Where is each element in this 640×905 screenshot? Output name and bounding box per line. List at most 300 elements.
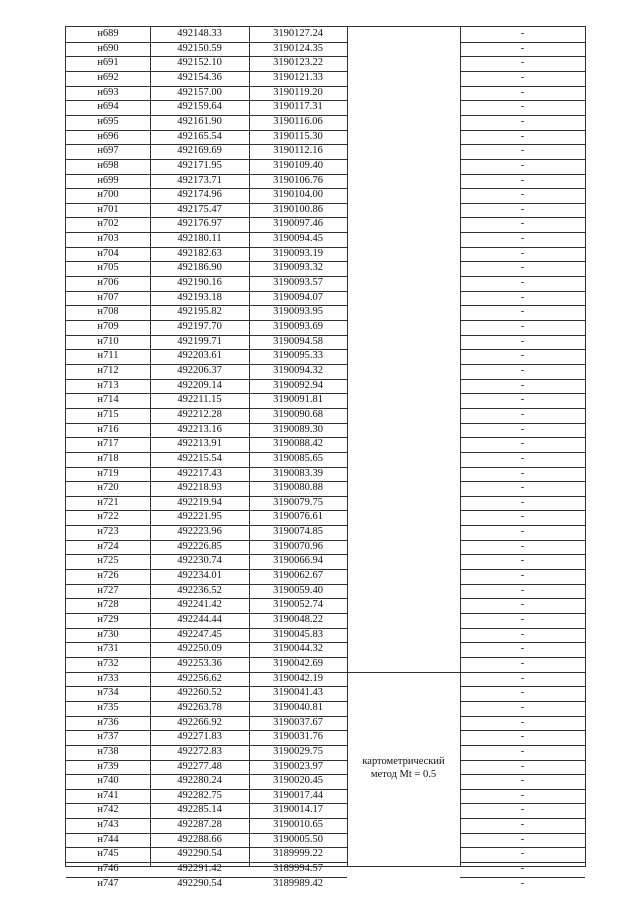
- point-id-cell: н744: [97, 833, 119, 845]
- point-id-cell: н725: [97, 555, 119, 567]
- method-cell: [347, 818, 460, 833]
- x-coordinate-cell: 492287.28: [177, 819, 222, 831]
- y-coordinate-cell: 3190123.22: [273, 57, 323, 69]
- point-id-cell: н690: [97, 42, 119, 54]
- x-coordinate-cell: 492174.96: [177, 189, 222, 201]
- point-id-cell: н715: [97, 408, 119, 420]
- table-row: [66, 188, 585, 203]
- x-coordinate-cell: 492209.14: [177, 379, 222, 391]
- table-row: [66, 27, 585, 42]
- point-id-cell: н691: [97, 57, 119, 69]
- mark-cell: -: [520, 86, 525, 98]
- mark-cell: -: [520, 833, 525, 845]
- table-row: [66, 437, 585, 452]
- x-coordinate-cell: 492272.83: [177, 745, 222, 757]
- y-coordinate-cell: 3190031.76: [273, 731, 323, 743]
- table-row: [66, 540, 585, 555]
- method-cell: [347, 144, 460, 159]
- point-id-cell: н722: [97, 511, 119, 523]
- mark-cell: -: [520, 555, 525, 567]
- x-coordinate-cell: 492203.61: [177, 350, 222, 362]
- method-cell: [347, 789, 460, 804]
- method-cell: [347, 217, 460, 232]
- mark-cell: -: [520, 101, 525, 113]
- point-id-cell: н716: [97, 423, 119, 435]
- method-cell: [347, 716, 460, 731]
- x-coordinate-cell: 492197.70: [177, 321, 222, 332]
- method-cell: [347, 672, 460, 687]
- table-row: [66, 393, 585, 408]
- y-coordinate-cell: 3190089.30: [273, 423, 323, 435]
- mark-cell: -: [520, 584, 525, 596]
- x-coordinate-cell: 492253.36: [177, 657, 222, 669]
- point-id-cell: н743: [97, 819, 119, 831]
- y-coordinate-cell: 3190094.07: [273, 291, 323, 303]
- mark-cell: -: [520, 657, 525, 669]
- y-coordinate-cell: 3190090.68: [273, 408, 323, 420]
- point-id-cell: н731: [97, 643, 119, 655]
- y-coordinate-cell: 3190088.42: [273, 438, 323, 450]
- x-coordinate-cell: 492282.75: [177, 789, 222, 801]
- table-row: [66, 159, 585, 174]
- x-coordinate-cell: 492241.42: [177, 599, 222, 611]
- y-coordinate-cell: 3190119.20: [273, 86, 323, 98]
- point-id-cell: н699: [97, 174, 119, 186]
- point-id-cell: н711: [97, 350, 119, 362]
- x-coordinate-cell: 492186.90: [177, 262, 222, 274]
- x-coordinate-cell: 492213.16: [177, 423, 222, 435]
- mark-cell: -: [520, 819, 525, 831]
- x-coordinate-cell: 492223.96: [177, 526, 222, 538]
- point-id-cell: н733: [97, 672, 119, 684]
- point-id-cell: н706: [97, 277, 119, 289]
- mark-cell: -: [520, 379, 525, 391]
- coordinates-table: [65, 26, 586, 889]
- mark-cell: -: [520, 775, 525, 787]
- x-coordinate-cell: 492154.36: [177, 71, 222, 83]
- point-id-cell: н700: [97, 189, 119, 201]
- table-row: [66, 320, 585, 335]
- y-coordinate-cell: 3190112.16: [273, 145, 323, 157]
- point-id-cell: н747: [97, 877, 119, 889]
- y-coordinate-cell: 3190042.69: [273, 657, 323, 669]
- point-id-cell: н717: [97, 438, 119, 450]
- method-cell: [347, 42, 460, 57]
- table-row: [66, 144, 585, 159]
- point-id-cell: н701: [97, 203, 119, 215]
- y-coordinate-cell: 3190095.33: [273, 350, 323, 362]
- method-cell: [347, 232, 460, 247]
- point-id-cell: н730: [97, 628, 119, 640]
- mark-cell: -: [520, 863, 525, 875]
- method-cell: [347, 247, 460, 262]
- method-block-divider: [347, 672, 460, 673]
- table-row: [66, 335, 585, 350]
- x-coordinate-cell: 492157.00: [177, 86, 222, 98]
- point-id-cell: н712: [97, 364, 119, 376]
- point-id-cell: н745: [97, 848, 119, 860]
- x-coordinate-cell: 492150.59: [177, 42, 222, 54]
- y-coordinate-cell: 3190100.86: [273, 203, 323, 215]
- mark-cell: -: [520, 731, 525, 743]
- method-cell: [347, 833, 460, 848]
- x-coordinate-cell: 492285.14: [177, 804, 222, 816]
- y-coordinate-cell: 3190040.81: [273, 701, 323, 713]
- y-coordinate-cell: 3190080.88: [273, 482, 323, 494]
- y-coordinate-cell: 3189989.42: [273, 877, 323, 889]
- y-coordinate-cell: 3190048.22: [273, 614, 323, 625]
- method-cell: [347, 100, 460, 115]
- table-row: [66, 818, 585, 833]
- y-coordinate-cell: 3189994.57: [273, 863, 323, 875]
- y-coordinate-cell: 3190070.96: [273, 540, 323, 552]
- y-coordinate-cell: 3190115.30: [273, 130, 323, 142]
- method-cell: [347, 803, 460, 818]
- y-coordinate-cell: 3190044.32: [273, 643, 323, 655]
- mark-cell: -: [520, 672, 525, 684]
- mark-cell: -: [520, 247, 525, 259]
- x-coordinate-cell: 492176.97: [177, 218, 222, 230]
- table-row: [66, 379, 585, 394]
- point-id-cell: н727: [97, 584, 119, 596]
- y-coordinate-cell: 3190037.67: [273, 716, 323, 728]
- point-id-cell: н704: [97, 247, 119, 259]
- point-id-cell: н719: [97, 467, 119, 479]
- y-coordinate-cell: 3190109.40: [273, 159, 323, 171]
- mark-cell: -: [520, 28, 525, 39]
- mark-cell: -: [520, 408, 525, 420]
- point-id-cell: н698: [97, 159, 119, 171]
- mark-cell: -: [520, 511, 525, 523]
- y-coordinate-cell: 3190121.33: [273, 71, 323, 83]
- x-coordinate-cell: 492190.16: [177, 277, 222, 289]
- y-coordinate-cell: 3190116.06: [273, 115, 323, 127]
- point-id-cell: н746: [97, 863, 119, 875]
- table-row: [66, 408, 585, 423]
- method-cell: [347, 335, 460, 350]
- mark-cell: -: [520, 687, 525, 699]
- x-coordinate-cell: 492195.82: [177, 306, 222, 318]
- y-coordinate-cell: 3190093.57: [273, 277, 323, 289]
- y-coordinate-cell: 3190029.75: [273, 745, 323, 757]
- y-coordinate-cell: 3190117.31: [273, 101, 323, 113]
- table-row: [66, 115, 585, 130]
- table-row: [66, 613, 585, 628]
- point-id-cell: н729: [97, 614, 119, 625]
- y-coordinate-cell: 3190083.39: [273, 467, 323, 479]
- mark-cell: -: [520, 540, 525, 552]
- point-id-cell: н707: [97, 291, 119, 303]
- table-row: [66, 657, 585, 672]
- mark-cell: -: [520, 218, 525, 230]
- mark-cell: -: [520, 570, 525, 582]
- mark-cell: -: [520, 115, 525, 127]
- point-id-cell: н724: [97, 540, 119, 552]
- table-row: [66, 364, 585, 379]
- mark-cell: -: [520, 496, 525, 508]
- point-id-cell: н741: [97, 789, 119, 801]
- mark-cell: -: [520, 745, 525, 757]
- method-cell: [347, 877, 460, 892]
- point-id-cell: н689: [97, 28, 119, 39]
- mark-cell: -: [520, 306, 525, 318]
- y-coordinate-cell: 3190094.32: [273, 364, 323, 376]
- mark-cell: -: [520, 350, 525, 362]
- table-row: [66, 877, 585, 892]
- y-coordinate-cell: 3190079.75: [273, 496, 323, 508]
- mark-cell: -: [520, 643, 525, 655]
- x-coordinate-cell: 492230.74: [177, 555, 222, 567]
- point-id-cell: н694: [97, 101, 119, 113]
- method-cell: [347, 481, 460, 496]
- point-id-cell: н696: [97, 130, 119, 142]
- x-coordinate-cell: 492175.47: [177, 203, 222, 215]
- table-row: [66, 525, 585, 540]
- y-coordinate-cell: 3190094.45: [273, 233, 323, 245]
- y-coordinate-cell: 3190093.32: [273, 262, 323, 274]
- table-row: [66, 71, 585, 86]
- table-row: [66, 174, 585, 189]
- table-row: [66, 716, 585, 731]
- table-row: [66, 203, 585, 218]
- y-coordinate-cell: 3190041.43: [273, 687, 323, 699]
- method-note: [347, 755, 460, 781]
- table-row: [66, 42, 585, 57]
- y-coordinate-cell: 3190093.95: [273, 306, 323, 318]
- x-coordinate-cell: 492277.48: [177, 760, 222, 772]
- point-id-cell: н709: [97, 321, 119, 332]
- mark-cell: -: [520, 628, 525, 640]
- x-coordinate-cell: 492193.18: [177, 291, 222, 303]
- x-coordinate-cell: 492148.33: [177, 28, 222, 39]
- x-coordinate-cell: 492290.54: [177, 877, 222, 889]
- method-cell: [347, 657, 460, 672]
- table-row: [66, 760, 585, 775]
- table-row: [66, 642, 585, 657]
- x-coordinate-cell: 492159.64: [177, 101, 222, 113]
- point-id-cell: н723: [97, 526, 119, 538]
- point-id-cell: н736: [97, 716, 119, 728]
- x-coordinate-cell: 492211.15: [177, 394, 222, 406]
- method-cell: [347, 540, 460, 555]
- y-coordinate-cell: 3190052.74: [273, 599, 323, 611]
- point-id-cell: н695: [97, 115, 119, 127]
- method-cell: [347, 467, 460, 482]
- table-row: [66, 349, 585, 364]
- x-coordinate-cell: 492180.11: [177, 233, 222, 245]
- x-coordinate-cell: 492171.95: [177, 159, 222, 171]
- x-coordinate-cell: 492234.01: [177, 570, 222, 582]
- method-note-line1: картометрический: [362, 756, 445, 767]
- method-cell: [347, 305, 460, 320]
- x-coordinate-cell: 492271.83: [177, 731, 222, 743]
- table-row: [66, 130, 585, 145]
- method-cell: [347, 115, 460, 130]
- mark-cell: -: [520, 203, 525, 215]
- method-cell: [347, 862, 460, 877]
- method-cell: [347, 56, 460, 71]
- y-coordinate-cell: 3190091.81: [273, 394, 323, 406]
- table-row: [66, 745, 585, 760]
- mark-cell: -: [520, 335, 525, 347]
- method-cell: [347, 188, 460, 203]
- mark-cell: -: [520, 42, 525, 54]
- table-row: [66, 862, 585, 877]
- method-cell: [347, 584, 460, 599]
- method-cell: [347, 525, 460, 540]
- y-coordinate-cell: 3190093.69: [273, 321, 323, 332]
- method-cell: [347, 393, 460, 408]
- method-cell: [347, 364, 460, 379]
- mark-cell: -: [520, 262, 525, 274]
- method-cell: [347, 554, 460, 569]
- mark-cell: -: [520, 130, 525, 142]
- table-row: [66, 554, 585, 569]
- mark-cell: -: [520, 789, 525, 801]
- table-row: [66, 598, 585, 613]
- x-coordinate-cell: 492212.28: [177, 408, 222, 420]
- y-coordinate-cell: 3190014.17: [273, 804, 323, 816]
- mark-cell: -: [520, 848, 525, 860]
- y-coordinate-cell: 3190062.67: [273, 570, 323, 582]
- x-coordinate-cell: 492280.24: [177, 775, 222, 787]
- mark-cell: -: [520, 438, 525, 450]
- method-cell: [347, 569, 460, 584]
- method-cell: [347, 686, 460, 701]
- method-cell: [347, 496, 460, 511]
- table-row: [66, 789, 585, 804]
- method-cell: [347, 437, 460, 452]
- y-coordinate-cell: 3190092.94: [273, 379, 323, 391]
- method-cell: [347, 598, 460, 613]
- table-row: [66, 584, 585, 599]
- table-row: [66, 467, 585, 482]
- mark-cell: -: [520, 804, 525, 816]
- method-cell: [347, 203, 460, 218]
- mark-cell: -: [520, 423, 525, 435]
- method-cell: [347, 159, 460, 174]
- table-row: [66, 305, 585, 320]
- x-coordinate-cell: 492219.94: [177, 496, 222, 508]
- method-cell: [347, 379, 460, 394]
- x-coordinate-cell: 492266.92: [177, 716, 222, 728]
- table-row: [66, 86, 585, 101]
- point-id-cell: н721: [97, 496, 119, 508]
- table-row: [66, 100, 585, 115]
- y-coordinate-cell: 3190094.58: [273, 335, 323, 347]
- x-coordinate-cell: 492244.44: [177, 614, 222, 625]
- table-row: [66, 628, 585, 643]
- mark-cell: -: [520, 467, 525, 479]
- x-coordinate-cell: 492218.93: [177, 482, 222, 494]
- x-coordinate-cell: 492206.37: [177, 364, 222, 376]
- method-cell: [347, 613, 460, 628]
- x-coordinate-cell: 492215.54: [177, 452, 222, 464]
- table-row: [66, 569, 585, 584]
- mark-cell: -: [520, 57, 525, 69]
- mark-cell: -: [520, 159, 525, 171]
- point-id-cell: н720: [97, 482, 119, 494]
- table-row: [66, 496, 585, 511]
- table-row: [66, 774, 585, 789]
- x-coordinate-cell: 492250.09: [177, 643, 222, 655]
- y-coordinate-cell: 3190074.85: [273, 526, 323, 538]
- table-row: [66, 261, 585, 276]
- method-cell: [347, 291, 460, 306]
- point-id-cell: н692: [97, 71, 119, 83]
- table-row: [66, 686, 585, 701]
- x-coordinate-cell: 492226.85: [177, 540, 222, 552]
- x-coordinate-cell: 492213.91: [177, 438, 222, 450]
- mark-cell: -: [520, 760, 525, 772]
- table-row: [66, 833, 585, 848]
- method-cell: [347, 408, 460, 423]
- x-coordinate-cell: 492161.90: [177, 115, 222, 127]
- y-coordinate-cell: 3190045.83: [273, 628, 323, 640]
- y-coordinate-cell: 3190042.19: [273, 672, 323, 684]
- point-id-cell: н710: [97, 335, 119, 347]
- mark-cell: -: [520, 364, 525, 376]
- mark-cell: -: [520, 599, 525, 611]
- point-id-cell: н735: [97, 701, 119, 713]
- table-row: [66, 701, 585, 716]
- table-row: [66, 452, 585, 467]
- mark-cell: -: [520, 174, 525, 186]
- y-coordinate-cell: 3190106.76: [273, 174, 323, 186]
- method-cell: [347, 320, 460, 335]
- point-id-cell: н734: [97, 687, 119, 699]
- point-id-cell: н718: [97, 452, 119, 464]
- y-coordinate-cell: 3190097.46: [273, 218, 323, 230]
- y-coordinate-cell: 3190017.44: [273, 789, 323, 801]
- table-row: [66, 510, 585, 525]
- y-coordinate-cell: 3190010.65: [273, 819, 323, 831]
- method-cell: [347, 628, 460, 643]
- y-coordinate-cell: 3189999.22: [273, 848, 323, 860]
- point-id-cell: н714: [97, 394, 119, 406]
- mark-cell: -: [520, 145, 525, 157]
- method-note-line2: метод Mt = 0.5: [370, 769, 437, 780]
- point-id-cell: н737: [97, 731, 119, 743]
- method-cell: [347, 701, 460, 716]
- mark-cell: -: [520, 291, 525, 303]
- table-row: [66, 481, 585, 496]
- method-cell: [347, 847, 460, 862]
- mark-cell: -: [520, 716, 525, 728]
- method-cell: [347, 349, 460, 364]
- method-cell: [347, 510, 460, 525]
- x-coordinate-cell: 492165.54: [177, 130, 222, 142]
- y-coordinate-cell: 3190104.00: [273, 189, 323, 201]
- point-id-cell: н728: [97, 599, 119, 611]
- y-coordinate-cell: 3190066.94: [273, 555, 323, 567]
- point-id-cell: н703: [97, 233, 119, 245]
- table-row: [66, 276, 585, 291]
- table-row: [66, 291, 585, 306]
- y-coordinate-cell: 3190127.24: [273, 28, 323, 39]
- table-row: [66, 247, 585, 262]
- x-coordinate-cell: 492217.43: [177, 467, 222, 479]
- point-id-cell: н726: [97, 570, 119, 582]
- mark-cell: -: [520, 701, 525, 713]
- x-coordinate-cell: 492236.52: [177, 584, 222, 596]
- mark-cell: -: [520, 394, 525, 406]
- mark-cell: -: [520, 877, 525, 889]
- x-coordinate-cell: 492152.10: [177, 57, 222, 69]
- point-id-cell: н732: [97, 657, 119, 669]
- x-coordinate-cell: 492263.78: [177, 701, 222, 713]
- x-coordinate-cell: 492290.54: [177, 848, 222, 860]
